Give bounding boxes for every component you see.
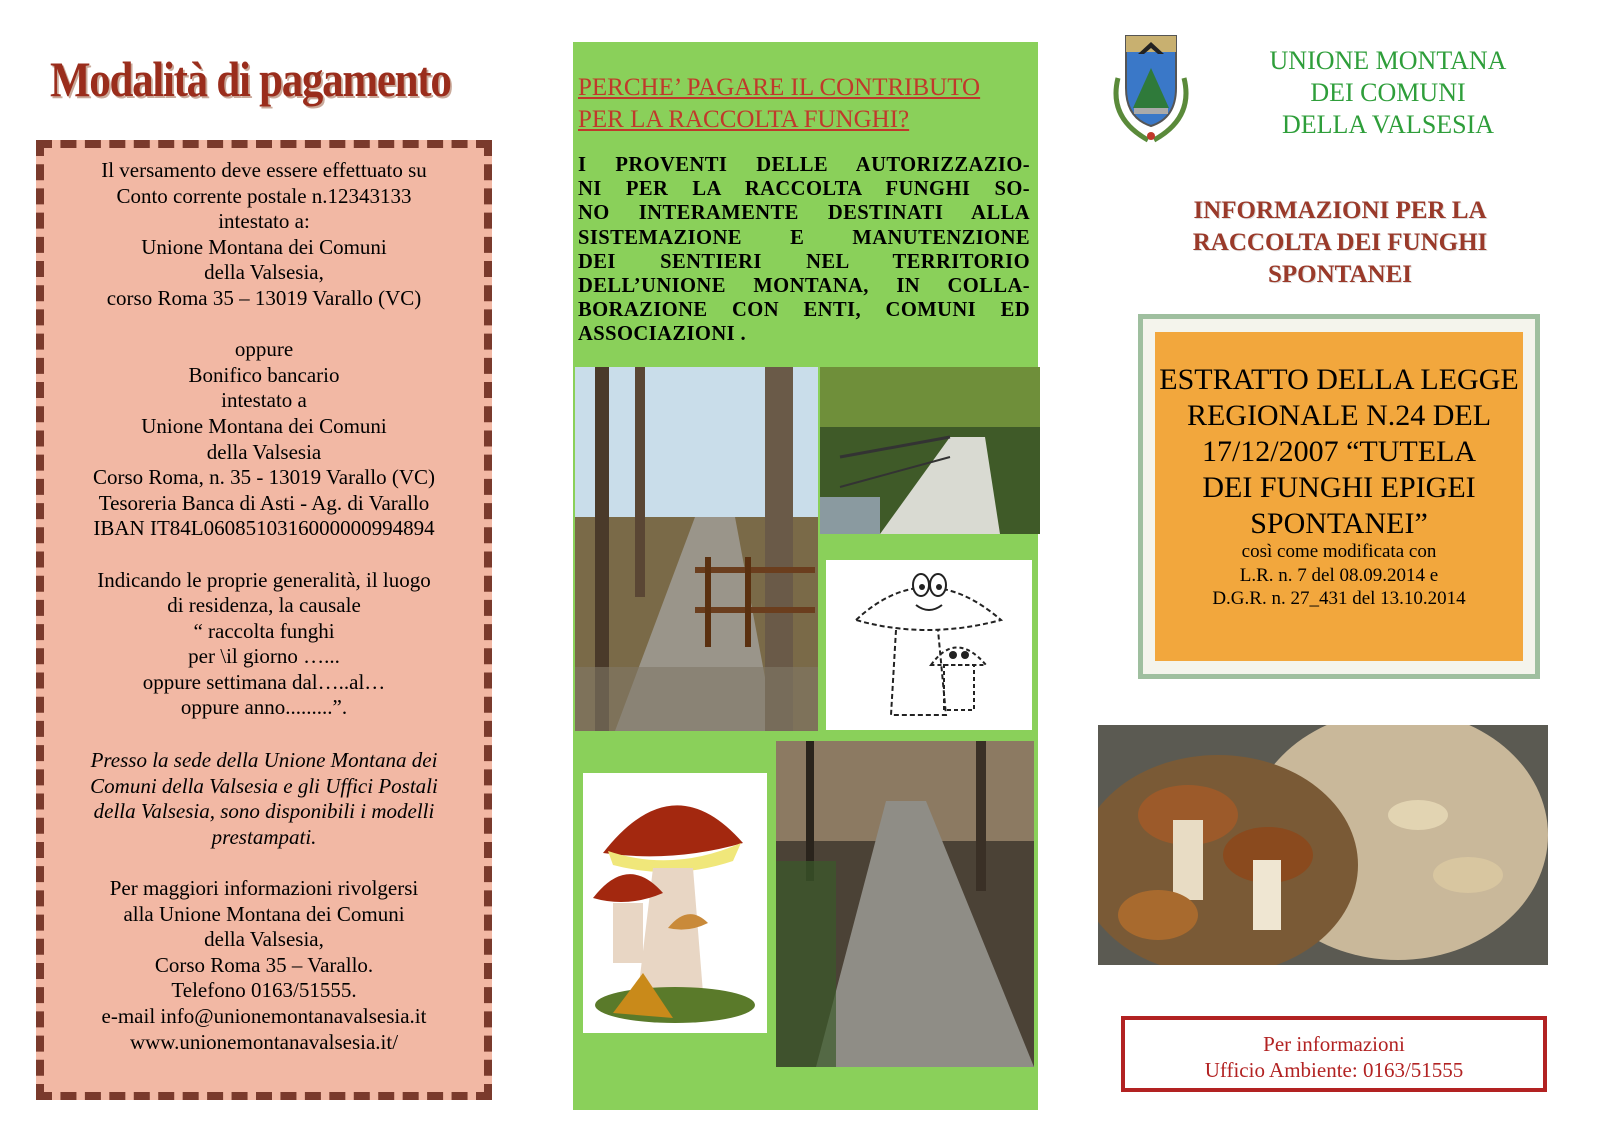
text-line: corso Roma 35 – 13019 Varallo (VC) [106, 285, 422, 310]
text-line: intestato a: [218, 209, 310, 234]
info-box-phone: Ufficio Ambiente: 0163/51555 [1204, 1058, 1464, 1082]
forest-path-photo [575, 367, 818, 731]
body-line: DELL’UNIONE MONTANA, IN COLLA- [578, 275, 1030, 298]
porcini-mushroom-illustration [583, 773, 767, 1033]
law-title-line: ESTRATTO DELLA LEGGE [1159, 363, 1519, 396]
payment-italic-note [44, 748, 484, 850]
cartoon-mushroom-drawing [826, 560, 1032, 730]
middle-heading [578, 72, 1038, 136]
text-line: intestato a [221, 388, 307, 413]
org-line: DEI COMUNI [1310, 78, 1466, 107]
payment-contact-block [44, 876, 484, 1055]
law-title-line: SPONTANEI” [1250, 507, 1428, 540]
org-line: UNIONE MONTANA [1269, 46, 1507, 75]
middle-body-text [578, 153, 1030, 347]
text-line: Unione Montana dei Comuni [141, 234, 387, 259]
organization-name [1238, 45, 1538, 141]
payment-title: Modalità di pagamento [50, 51, 451, 107]
website-link[interactable]: www.unionemontanavalsesia.it/ [129, 1029, 399, 1054]
heading-line: PERCHE’ PAGARE IL CONTRIBUTO [578, 74, 981, 101]
bridge-photo [820, 367, 1040, 534]
text-line: Presso la sede della Unione Montana dei [90, 748, 438, 772]
text-line: Il versamento deve essere effettuato su [101, 158, 427, 182]
mushroom-basket-photo [1098, 725, 1548, 965]
text-line: Conto corrente postale n.12343133 [116, 183, 412, 208]
text-line: Tesoreria Banca di Asti - Ag. di Varallo [98, 490, 430, 515]
payment-lines-block1 [44, 158, 484, 721]
body-line: I PROVENTI DELLE AUTORIZZAZIO- [578, 154, 1030, 176]
law-title-line: REGIONALE N.24 DEL [1186, 399, 1492, 432]
text-line: oppure anno.........”. [180, 695, 348, 720]
body-line: BORAZIONE CON ENTI, COMUNI ED [578, 299, 1030, 322]
law-sub-line: D.G.R. n. 27_431 del 13.10.2014 [1212, 588, 1466, 609]
text-line: “ raccolta funghi [193, 618, 335, 643]
text-line: oppure [234, 337, 294, 362]
text-line: della Valsesia, [204, 260, 324, 285]
coat-of-arms-logo [1108, 28, 1194, 146]
text-line: Telefono 0163/51555. [171, 978, 357, 1003]
law-sub-line: così come modificata con [1241, 541, 1437, 562]
text-line: di residenza, la causale [167, 593, 361, 618]
info-title [1150, 195, 1530, 291]
text-line: Unione Montana dei Comuni [141, 413, 387, 438]
text-line: Bonifico bancario [188, 362, 340, 387]
law-sub-line: L.R. n. 7 del 08.09.2014 e [1239, 564, 1439, 586]
payment-info-box [36, 140, 492, 1100]
stone-path-photo [776, 741, 1034, 1067]
email-link[interactable]: e-mail info@unionemontanavalsesia.it [101, 1003, 427, 1028]
info-title-line: RACCOLTA DEI FUNGHI [1192, 229, 1488, 256]
body-line: SISTEMAZIONE E MANUTENZIONE [578, 226, 1030, 249]
text-line: Corso Roma, n. 35 - 13019 Varallo (VC) [93, 465, 435, 490]
info-title-line: SPONTANEI [1267, 261, 1412, 288]
text-line: Corso Roma 35 – Varallo. [154, 952, 374, 977]
text-line: della Valsesia, sono disponibili i modelli [93, 799, 435, 824]
body-line: NI PER LA RACCOLTA FUNGHI SO- [578, 178, 1030, 201]
info-box-line: Per informazioni [1263, 1032, 1405, 1056]
text-line: Comuni della Valsesia e gli Uffici Postali [90, 773, 438, 798]
iban-line: IBAN IT84L0608510316000000994894 [93, 516, 435, 541]
law-title-line: DEI FUNGHI EPIGEI [1202, 471, 1476, 504]
body-line: NO INTERAMENTE DESTINATI ALLA [578, 202, 1030, 225]
law-title-line: 17/12/2007 “TUTELA [1201, 435, 1477, 468]
text-line: alla Unione Montana dei Comuni [123, 901, 405, 926]
info-title-line: INFORMAZIONI PER LA [1193, 197, 1487, 224]
text-line: Indicando le proprie generalità, il luogo [97, 567, 431, 592]
text-line: della Valsesia, [204, 927, 324, 952]
text-line: oppure settimana dal…..al… [142, 669, 386, 694]
body-line: DEI SENTIERI NEL TERRITORIO [578, 250, 1030, 273]
law-subtitle [1155, 540, 1523, 611]
text-line: prestampati. [211, 824, 317, 849]
law-title [1155, 362, 1523, 542]
heading-line: PER LA RACCOLTA FUNGHI? [578, 106, 910, 133]
body-line: ASSOCIAZIONI . [578, 323, 747, 346]
text-line [44, 312, 484, 338]
text-line: per \il giorno …... [188, 644, 340, 669]
contact-info-box [1121, 1016, 1547, 1092]
text-line: Per maggiori informazioni rivolgersi [109, 876, 419, 900]
org-line: DELLA VALSESIA [1281, 110, 1495, 139]
text-line: della Valsesia [206, 439, 322, 464]
text-line [44, 542, 484, 568]
